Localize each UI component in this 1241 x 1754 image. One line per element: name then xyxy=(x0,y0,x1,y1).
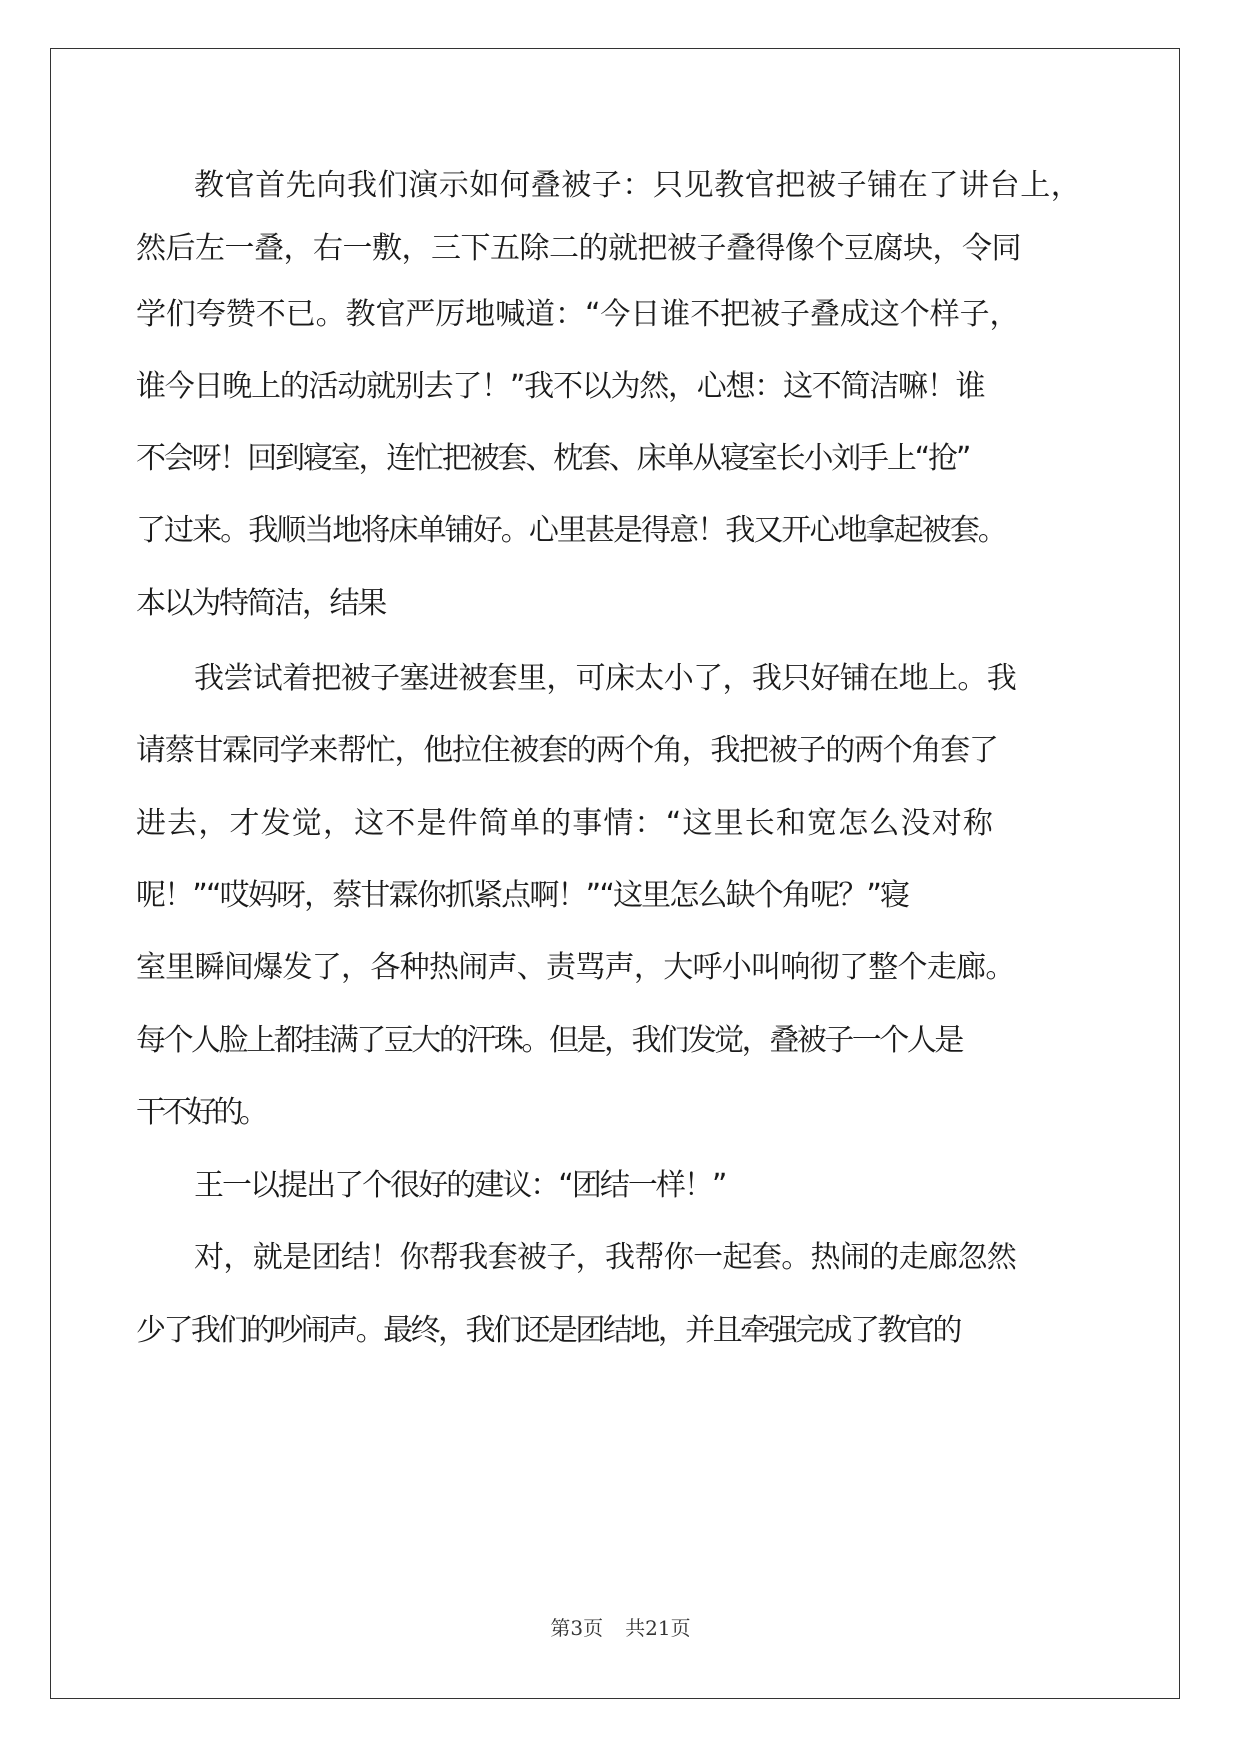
text-line: 教官首先向我们演示如何叠被子：只见教官把被子铺在了讲台上， xyxy=(194,168,1082,203)
text-line: 了过来。我顺当地将床单铺好。心里甚是得意！我又开心地拿起被套。 xyxy=(136,513,1006,548)
text-line: 不会呀！回到寝室，连忙把被套、枕套、床单从寝室长小刘手上“抢” xyxy=(136,441,970,476)
page-footer xyxy=(0,1615,1241,1641)
text-line: 我尝试着把被子塞进被套里，可床太小了，我只好铺在地上。我 xyxy=(194,661,1017,696)
text-line: 学们夸赞不已。教官严厉地喊道：“今日谁不把被子叠成这个样子， xyxy=(136,297,1020,332)
text-line: 每个人脸上都挂满了豆大的汗珠。但是，我们发觉，叠被子一个人是 xyxy=(136,1023,962,1058)
text-line: 室里瞬间爆发了，各种热闹声、责骂声，大呼小叫响彻了整个走廊。 xyxy=(136,950,1015,985)
text-line: 对，就是团结！你帮我套被子，我帮你一起套。热闹的走廊忽然 xyxy=(194,1240,1017,1275)
text-line: 然后左一叠，右一敷，三下五除二的就把被子叠得像个豆腐块，令同 xyxy=(136,231,1021,266)
text-line: 谁今日晚上的活动就别去了！”我不以为然，心想：这不简洁嘛！谁 xyxy=(136,369,985,404)
text-line: 王一以提出了个很好的建议：“团结一样！” xyxy=(194,1168,726,1203)
text-line: 进去，才发觉，这不是件简单的事情：“这里长和宽怎么没对称 xyxy=(136,806,995,841)
page-number: 第3页 xyxy=(550,1616,604,1640)
text-line: 干不好的。 xyxy=(136,1095,265,1130)
text-line: 呢！”“哎妈呀，蔡甘霖你抓紧点啊！”“这里怎么缺个角呢？”寝 xyxy=(136,878,909,913)
text-line: 请蔡甘霖同学来帮忙，他拉住被套的两个角，我把被子的两个角套了 xyxy=(136,733,998,768)
text-line: 少了我们的吵闹声。最终，我们还是团结地，并且牵强完成了教官的 xyxy=(136,1313,960,1348)
text-line: 本以为特简洁，结果 xyxy=(136,586,385,621)
total-pages: 共21页 xyxy=(625,1616,691,1640)
